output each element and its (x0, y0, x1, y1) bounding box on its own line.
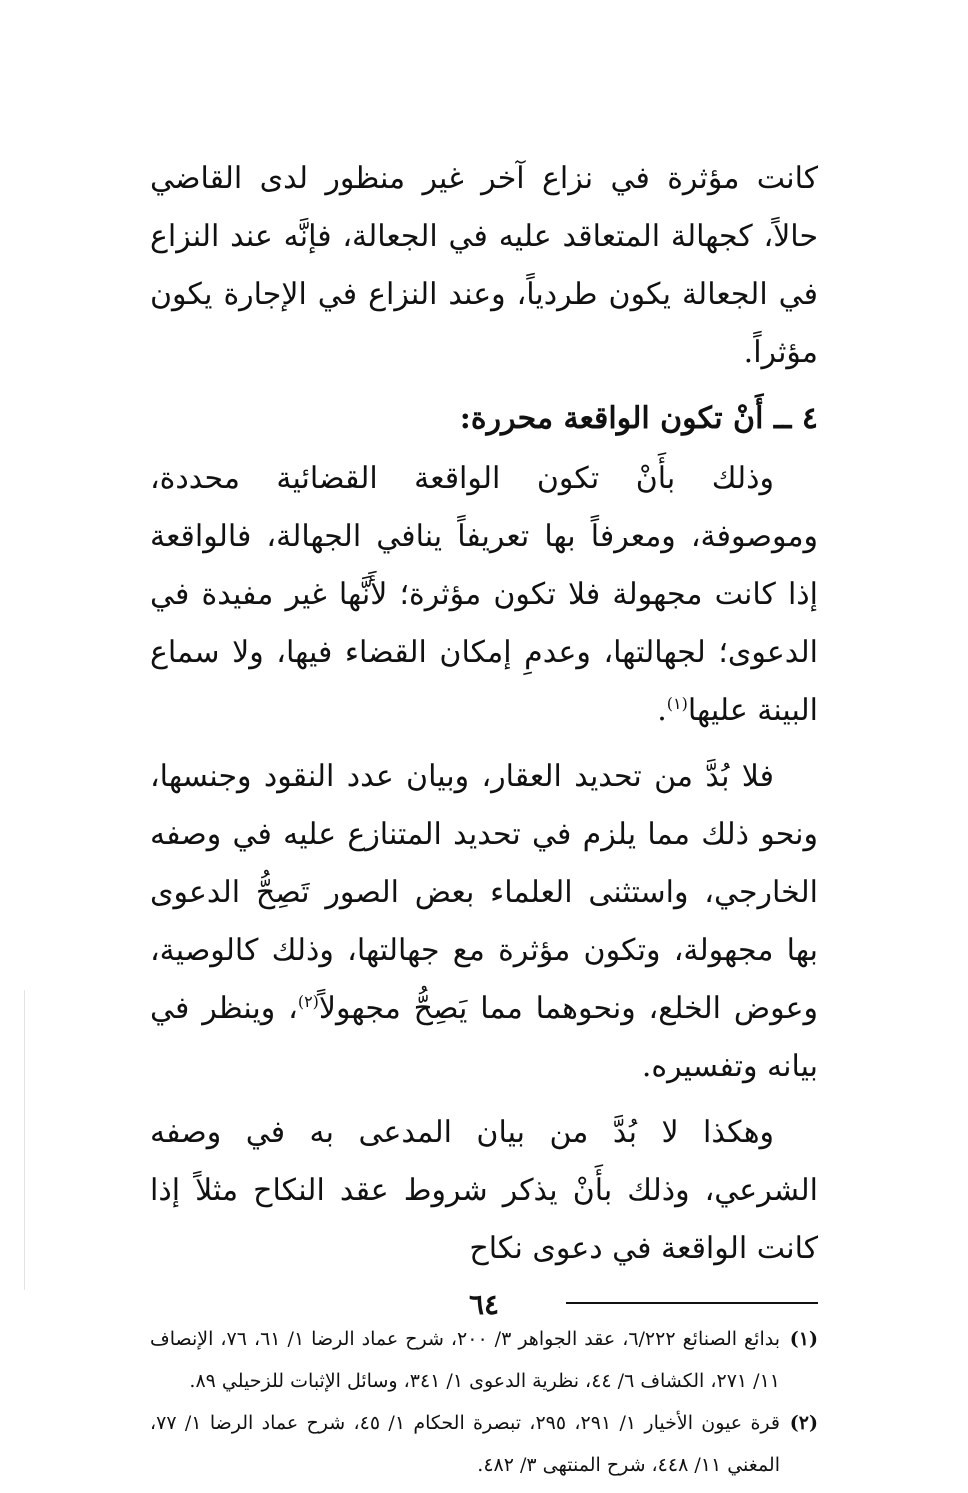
paragraph-3-end: ، وينظر في بيانه وتفسيره. (150, 991, 818, 1084)
paragraph-2-text: وذلك بأَنْ تكون الواقعة القضائية محددة، وموصوفة، ومعرفاً بها تعريفاً ينافي الجهالة، فالواقعة إذا كانت مجهولة فلا تكون مؤثرة؛ لأَنَّها غير مفيدة في الدعوى؛ لجهالتها، وعدمِ إمكان القضاء فيها، ولا سماع البينة عليها (150, 461, 818, 728)
paragraph-2 (150, 450, 818, 740)
page-content (150, 150, 818, 1486)
paragraph-3 (150, 748, 818, 1096)
footnote-ref-1[interactable]: (١) (666, 694, 688, 713)
section-heading: ٤ ــ أَنْ تكون الواقعة محررة: (459, 401, 818, 436)
footnotes (150, 1318, 818, 1486)
footnote-1-text: بدائع الصنائع ٦/٢٢٢، عقد الجواهر ٣/ ٢٠٠، شرح عماد الرضا ١/ ٦١، ٧٦، الإنصاف ١١/ ٢٧١، الكشاف ٦/ ٤٤، نظرية الدعوى ١/ ٣٤١، وسائل الإثبات للزحيلي ٨٩. (150, 1328, 780, 1392)
body-text (150, 150, 818, 1278)
footnote-1 (150, 1318, 818, 1402)
paragraph-4: وهكذا لا بُدَّ من بيان المدعى به في وصفه الشرعي، وذلك بأَنْ يذكر شروط عقد النكاح مثلاً إذا كانت الواقعة في دعوى نكاح (150, 1115, 818, 1266)
scan-margin-line (24, 990, 25, 1290)
footnote-2-text: قرة عيون الأخيار ١/ ٢٩١، ٢٩٥، تبصرة الحكام ١/ ٤٥، شرح عماد الرضا ١/ ٧٧، المغني ١١/ ٤٤٨، شرح المنتهى ٣/ ٤٨٢. (150, 1412, 780, 1476)
paragraph-1: كانت مؤثرة في نزاع آخر غير منظور لدى القاضي حالاً، كجهالة المتعاقد عليه في الجعالة، فإنَّه عند النزاع في الجعالة يكون طردياً، وعند النزاع في الإجارة يكون مؤثراً. (150, 161, 818, 370)
paragraph-2-end: . (657, 693, 667, 728)
footnote-ref-2[interactable]: (٢) (297, 992, 319, 1011)
footnote-1-number: (١) (789, 1328, 818, 1350)
paragraph-3-text: فلا بُدَّ من تحديد العقار، وبيان عدد النقود وجنسها، ونحو ذلك مما يلزم في تحديد المتنازع عليه في وصفه الخارجي، واستثنى العلماء بعض الصور تَصِحُّ الدعوى بها مجهولة، وتكون مؤثرة مع جهالتها، وذلك كالوصية، وعوض الخلع، ونحوهما مما يَصِحُّ مجهولاً (150, 759, 819, 1026)
footnote-2 (150, 1402, 818, 1486)
footnote-2-number: (٢) (789, 1412, 818, 1434)
page-number: ٦٤ (468, 1288, 500, 1321)
